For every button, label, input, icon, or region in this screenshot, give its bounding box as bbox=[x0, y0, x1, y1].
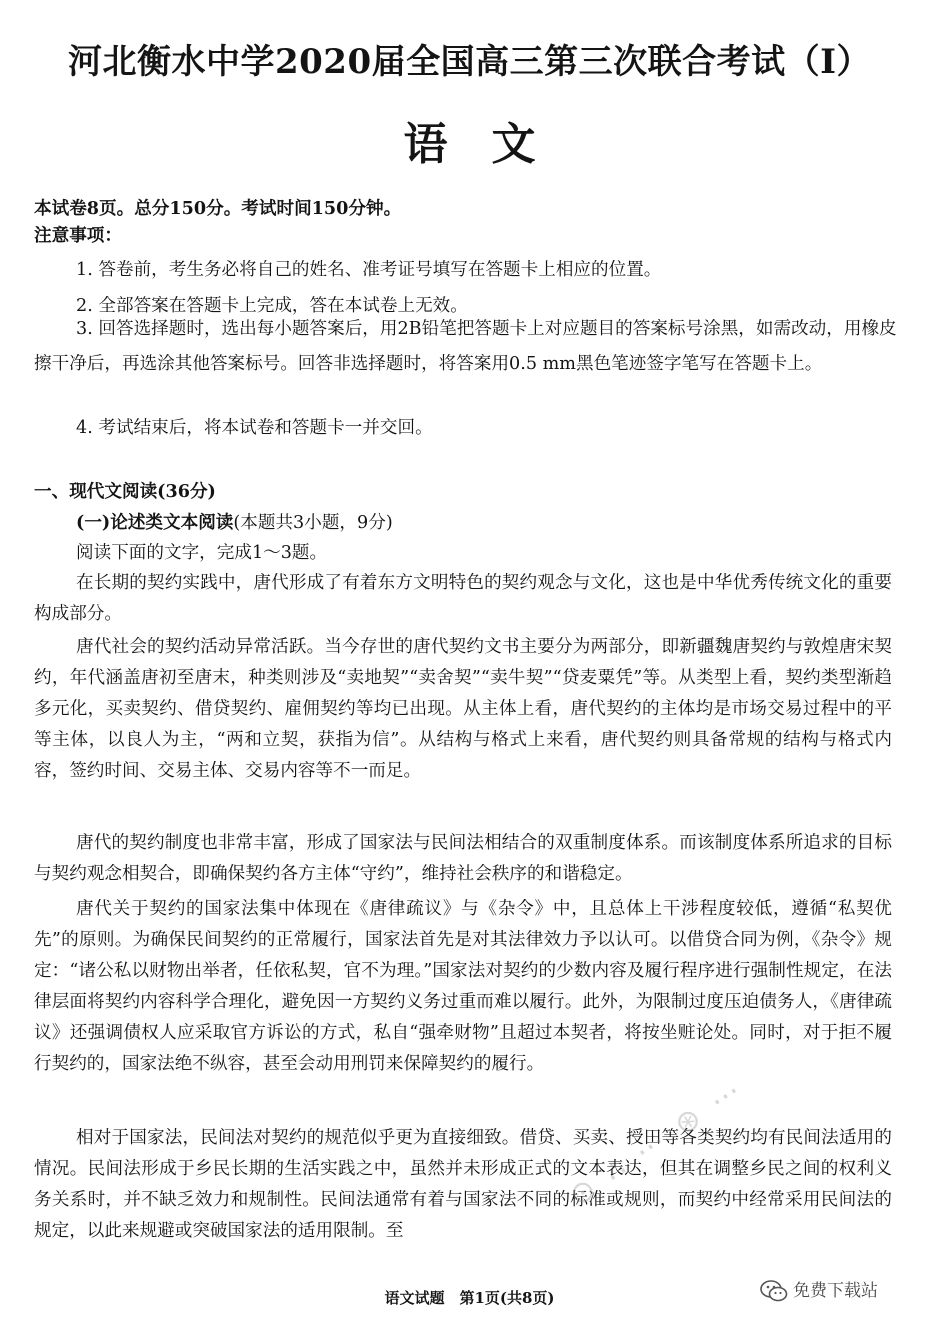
passage-paragraph: 唐代社会的契约活动异常活跃。当今存世的唐代契约文书主要分为两部分，即新疆魏唐契约与敦煌唐宋契约，年代涵盖唐初至唐末，种类则涉及“卖地契”“卖舍契”“卖牛契”“贷麦粟凭”等。从类型上看，契约类型渐趋多元化，买卖契约、借贷契约、雇佣契约等均已出现。从主体上看，唐代契约的主体均是市场交易过程中的平等主体，以良人为主，“两和立契，获指为信”。从结构与格式上来看，唐代契约则具备常规的结构与格式内容，签约时间、交易主体、交易内容等不一而足。 bbox=[34, 637, 892, 781]
passage-paragraph: 相对于国家法，民间法对契约的规范似乎更为直接细致。借贷、买卖、授田等各类契约均有民间法适用的情况。民间法形成于乡民长期的生活实践之中，虽然并未形成正式的文本表达，但其在调整乡民之间的权利义务关系时，并不缺乏效力和规制性。民间法通常有着与国家法不同的标准或规则，而契约中经常采用民间法的规定，以此来规避或突破国家法的适用限制。至 bbox=[34, 1128, 892, 1241]
passage-paragraph: 唐代关于契约的国家法集中体现在《唐律疏议》与《杂令》中，且总体上干涉程度较低，遵循“私契优先”的原则。为确保民间契约的正常履行，国家法首先是对其法律效力予以认可。以借贷合同为例，《杂令》规定：“诸公私以财物出举者，任依私契，官不为理。”国家法对契约的少数内容及履行程序进行强制性规定，在法律层面将契约内容科学合理化，避免因一方契约义务过重而难以履行。此外，为限制过度压迫债务人，《唐律疏议》还强调债权人应采取官方诉讼的方式，私自“强牵财物”且超过本契者，将按坐赃论处。同时，对于拒不履行契约的，国家法绝不纵容，甚至会动用刑罚来保障契约的履行。 bbox=[34, 899, 892, 1074]
exam-title: 河北衡水中学2020届全国高三第三次联合考试（Ⅰ） bbox=[67, 42, 872, 82]
notice-item: 3. 回答选择题时，选出每小题答案后，用2B铅笔把答题卡上对应题目的答案标号涂黑，如需改动，用橡皮擦干净后，再选涂其他答案标号。回答非选择题时，将答案用0.5 mm黑色笔迹签字笔写在答题卡上。 bbox=[34, 319, 897, 374]
reading-instruction: 阅读下面的文字，完成1～3题。 bbox=[76, 543, 328, 563]
notice-heading: 注意事项： bbox=[34, 225, 122, 246]
subsection-title: (一)论述类文本阅读 bbox=[76, 512, 234, 533]
subject-title: 语文 bbox=[403, 119, 580, 170]
passage-paragraph: 唐代的契约制度也非常丰富，形成了国家法与民间法相结合的双重制度体系。而该制度体系所追求的目标与契约观念相契合，即确保契约各方主体“守约”，维持社会秩序的和谐稳定。 bbox=[34, 833, 892, 884]
page-footer: 语文试题 第1页(共8页) bbox=[384, 1289, 555, 1307]
source-watermark-label: 免费下载站 bbox=[793, 1281, 878, 1301]
subsection-note: (本题共3小题，9分) bbox=[233, 513, 393, 533]
notice-item: 2. 全部答案在答题卡上完成，答在本试卷上无效。 bbox=[76, 296, 468, 316]
passage-paragraph: 在长期的契约实践中，唐代形成了有着东方文明特色的契约观念与文化，这也是中华优秀传统文化的重要构成部分。 bbox=[34, 573, 892, 624]
notice-item: 1. 答卷前，考生务必将自己的姓名、准考证号填写在答题卡上相应的位置。 bbox=[76, 260, 662, 280]
section-title: 一、现代文阅读(36分) bbox=[34, 481, 216, 502]
notice-item: 4. 考试结束后，将本试卷和答题卡一并交回。 bbox=[76, 418, 433, 438]
subsection-heading bbox=[76, 511, 939, 535]
wechat-icon bbox=[760, 1279, 788, 1303]
exam-summary: 本试卷8页。总分150分。考试时间150分钟。 bbox=[34, 198, 402, 219]
diagonal-watermark-stamp: ⊙ ∴ ⋯ ⊛ ⋯ bbox=[562, 1071, 751, 1215]
